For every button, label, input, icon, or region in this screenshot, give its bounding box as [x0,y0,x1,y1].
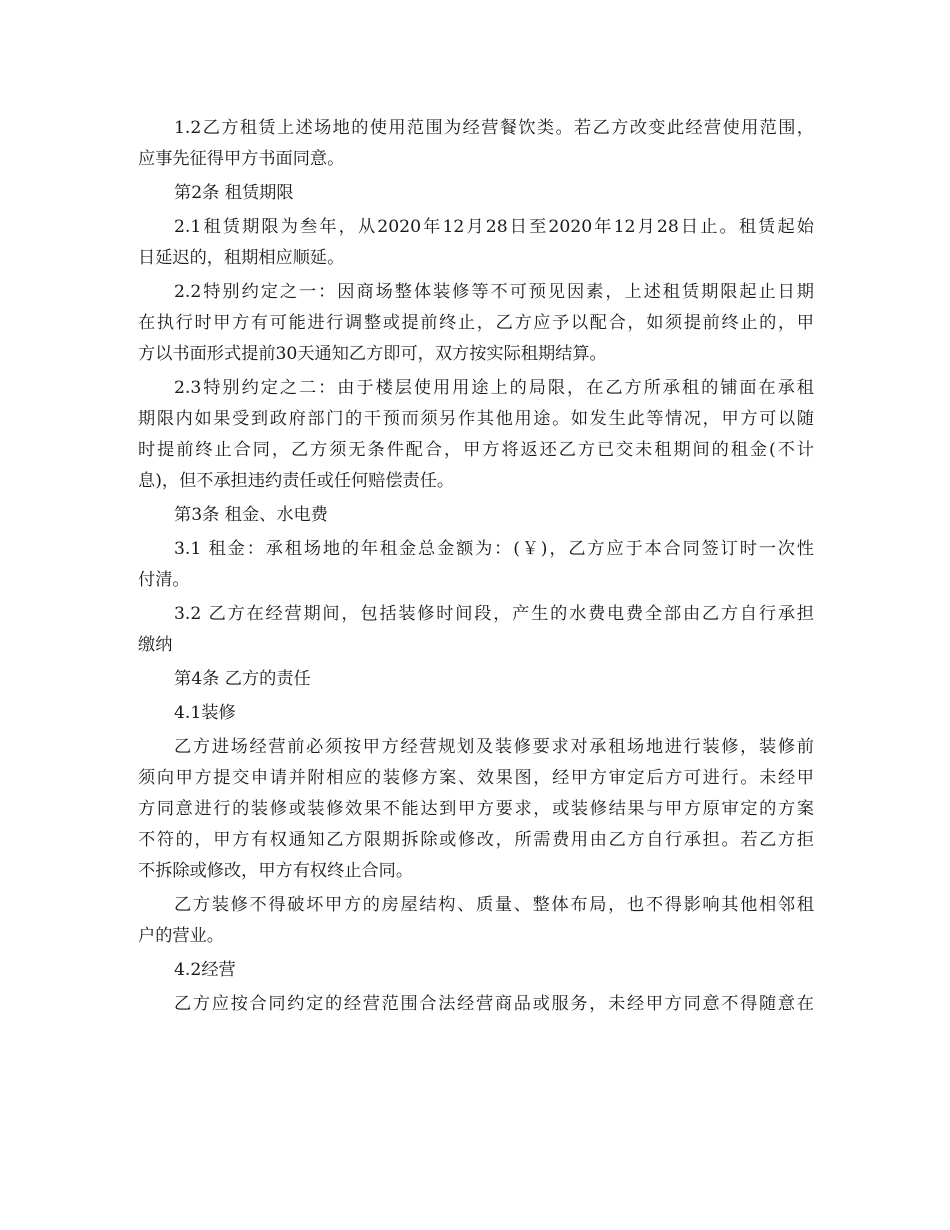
clause-2-2-line-3: 方以书面形式提前30天通知乙方即可，双方按实际租期结算。 [138,344,607,364]
clause-2-1-line-2: 日延迟的，租期相应顺延。 [138,248,345,268]
clause-3-1-line-2: 付清。 [138,570,190,590]
clause-2-2-line-1: 2.2特别约定之一：因商场整体装修等不可预见因素，上述租赁期限起止日期 [174,282,814,302]
clause-2-3-line-2: 期限内如果受到政府部门的干预而须另作其他用途。如发生此等情况，甲方可以随 [138,409,814,429]
clause-1-2-line-2: 应事先征得甲方书面同意。 [138,149,345,169]
article-2-heading: 第2条 租赁期限 [174,183,294,203]
renovation-para-line-4: 不符的，甲方有权通知乙方限期拆除或修改，所需费用由乙方自行承担。若乙方拒 [138,830,814,850]
clause-2-1-line-1: 2.1租赁期限为叁年，从2020年12月28日至2020年12月28日止。租赁起始 [174,217,814,237]
renovation-para-line-3: 方同意进行的装修或装修效果不能达到甲方要求，或装修结果与甲方原审定的方案 [138,799,814,819]
structure-para-line-2: 户的营业。 [138,926,224,946]
article-3-heading: 第3条 租金、水电费 [174,505,328,525]
clause-2-2-line-2: 在执行时甲方有可能进行调整或提前终止，乙方应予以配合，如须提前终止的，甲 [138,313,814,333]
clause-3-2-line-1: 3.2 乙方在经营期间，包括装修时间段，产生的水费电费全部由乙方自行承担 [174,604,814,624]
renovation-para-line-2: 须向甲方提交申请并附相应的装修方案、效果图，经甲方审定后方可进行。未经甲 [138,768,814,788]
operation-para-line-1: 乙方应按合同约定的经营范围合法经营商品或服务，未经甲方同意不得随意在 [174,994,814,1014]
document-body [138,113,814,1020]
renovation-para-line-5: 不拆除或修改，甲方有权终止合同。 [138,861,414,881]
clause-3-2-line-2: 缴纳 [138,635,173,655]
article-4-heading: 第4条 乙方的责任 [174,669,311,689]
clause-2-3-line-3: 时提前终止合同，乙方须无条件配合，甲方将返还乙方已交未租期间的租金(不计 [138,440,814,460]
clause-2-3-line-1: 2.3特别约定之二：由于楼层使用用途上的局限，在乙方所承租的铺面在承租 [174,378,814,398]
clause-4-1-heading: 4.1装修 [174,703,236,723]
structure-para-line-1: 乙方装修不得破坏甲方的房屋结构、质量、整体布局，也不得影响其他相邻租 [174,895,814,915]
clause-2-3-line-4: 息)，但不承担违约责任或任何赔偿责任。 [138,471,455,491]
renovation-para-line-1: 乙方进场经营前必须按甲方经营规划及装修要求对承租场地进行装修，装修前 [174,737,814,757]
clause-4-2-heading: 4.2经营 [174,960,236,980]
clause-3-1-line-1: 3.1 租金：承租场地的年租金总金额为：(￥)，乙方应于本合同签订时一次性 [174,539,814,559]
clause-1-2-line-1: 1.2乙方租赁上述场地的使用范围为经营餐饮类。若乙方改变此经营使用范围， [174,118,814,138]
